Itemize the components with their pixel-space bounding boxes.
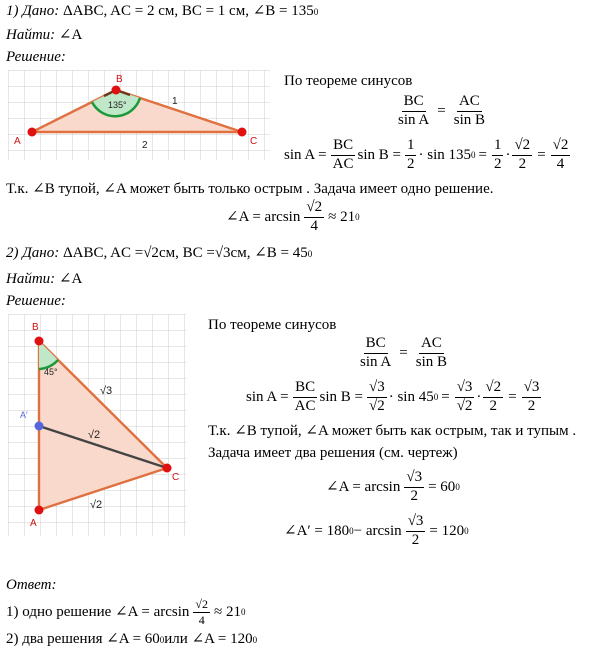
p2-point-c	[163, 464, 172, 473]
p2-angle-label: 45°	[44, 367, 58, 377]
p1-given-text: ΔABC, AC = 2 см, BC = 1 см, ∠B = 135	[62, 3, 314, 19]
p2-find-text: ∠A	[58, 271, 83, 287]
p2-find-line	[6, 272, 82, 287]
p1-given-line: 1) Дано: ΔABC, AC = 2 см, BC = 1 см, ∠B = 135 0	[6, 3, 319, 19]
answer-line1: 1) одно решение ∠A = arcsin $\frac{√2}{4}$ ≈ 21 0	[6, 597, 246, 627]
p2-theorem: По теореме синусов	[208, 317, 337, 333]
p1-figure	[8, 70, 270, 160]
p2-figure	[8, 314, 186, 536]
answer-line2: 2) два решения ∠A = 60 0 или ∠A = 120 0	[6, 631, 258, 647]
p2-result1: ∠A = arcsin $\frac{√3}{2}$ = 60 0	[326, 469, 460, 504]
answer-label: Ответ:	[6, 577, 57, 593]
p2-result2: ∠A′ = 180 0 − arcsin $\frac{√3}{2}$ = 120 0	[284, 513, 469, 548]
p2-label-a2c: √2	[88, 429, 101, 441]
p1-label-b: B	[116, 74, 123, 85]
p1-label-c: C	[250, 136, 258, 147]
p2-note1: Т.к. ∠B тупой, ∠A может быть как острым, так и тупым .	[208, 423, 577, 439]
p1-find-line	[6, 28, 82, 43]
p1-find-label: Найти:	[6, 27, 56, 43]
p2-point-b	[35, 337, 44, 346]
p1-theorem: По теореме синусов	[284, 73, 413, 89]
p2-given-line: 2) Дано: ΔABC, AC = √2 см, BC = √3 см, ∠B = 45 0	[6, 245, 313, 261]
p1-solution-label: Решение:	[6, 49, 66, 65]
p2-calc: sin A = $\frac{BC}{AC}$ sin B = $\frac{√3}{√2}$ · sin 45 0 = $\frac{√3}{√2}$ · $\frac{√2}{2}$ = $\frac{√3}{2}$	[246, 379, 540, 414]
p2-find-label: Найти:	[6, 271, 56, 287]
p1-given-label: 1) Дано:	[6, 3, 60, 19]
p1-law-of-sines: $\frac{BC}{\text{sin A}}$ = $\frac{AC}{\text{sin B}}$	[398, 93, 485, 128]
p1-calc: sin A = $\frac{BC}{AC}$ sin B = $\frac{1}{2}$ · sin 135 0 = $\frac{1}{2}$ · $\frac{√2}{2}$ = $\frac{√2}{4}$	[284, 137, 569, 172]
p2-label-b: B	[32, 322, 39, 333]
p1-find-text: ∠A	[58, 27, 83, 43]
p2-label-ac: √2	[90, 499, 103, 511]
p1-law-frac2: $\frac{AC}{\text{sin B}}$	[453, 93, 485, 128]
p2-point-a2	[35, 422, 44, 431]
p1-angle-label: 135°	[108, 100, 127, 110]
p1-point-a	[28, 128, 37, 137]
p1-law-frac1: $\frac{BC}{\text{sin A}}$	[398, 93, 430, 128]
p2-label-c: C	[172, 472, 180, 483]
p2-note2: Задача имеет два решения (см. чертеж)	[208, 445, 458, 461]
p1-label-ac: 2	[142, 140, 148, 151]
p2-solution-label: Решение:	[6, 293, 66, 309]
p2-label-bc: √3	[100, 385, 113, 397]
p2-point-a	[35, 506, 44, 515]
p1-point-c	[238, 128, 247, 137]
p2-label-a: A	[30, 518, 37, 529]
p1-note: Т.к. ∠B тупой, ∠A может быть только острым . Задача имеет одно решение.	[6, 181, 494, 197]
p1-point-b	[112, 86, 121, 95]
p2-label-a2: A′	[20, 410, 28, 420]
p1-result: ∠A = arcsin $\frac{√2}{4}$ ≈ 21 0	[226, 199, 360, 234]
p2-given-label: 2) Дано:	[6, 245, 60, 261]
p2-law-of-sines: $\frac{BC}{\text{sin A}}$ = $\frac{AC}{\text{sin B}}$	[360, 335, 447, 370]
p1-label-bc: 1	[172, 96, 178, 107]
p1-label-a: A	[14, 136, 21, 147]
